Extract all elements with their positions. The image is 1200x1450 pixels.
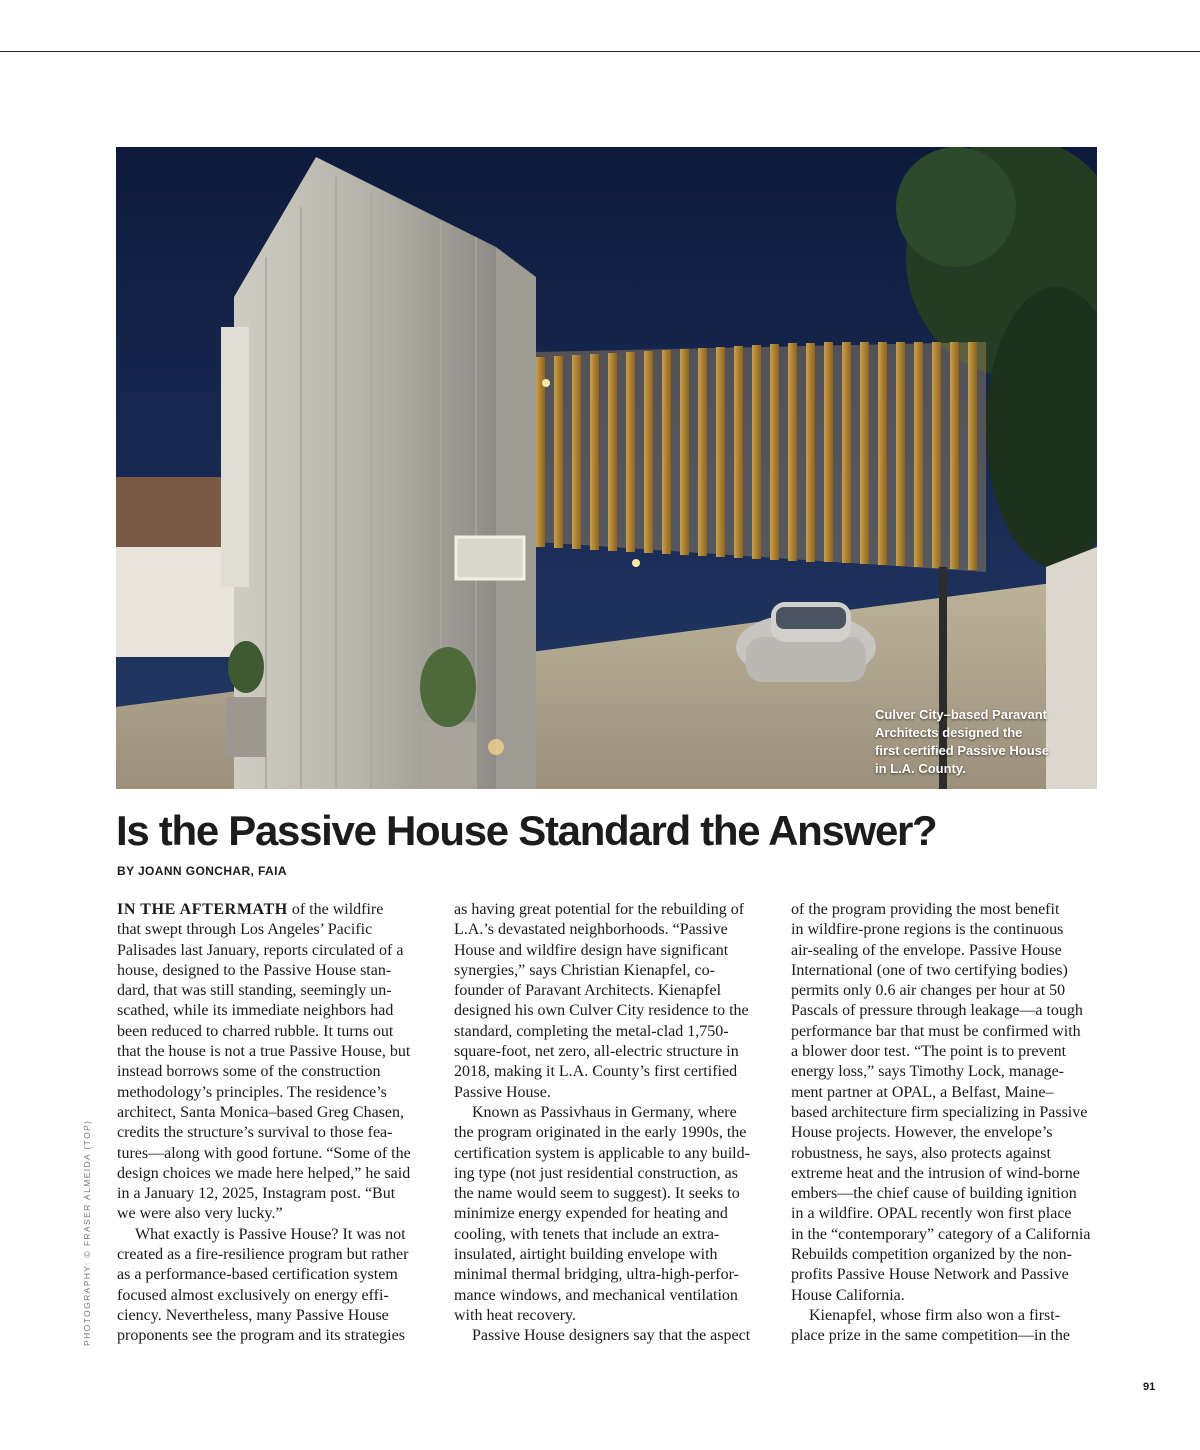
article-line: What exactly is Passive House? It was not xyxy=(135,1225,406,1243)
article-lead-in: IN THE AFTERMATH xyxy=(117,901,288,918)
article-line: instead borrows some of the construction xyxy=(117,1063,381,1081)
article-line: Known as Passivhaus in Germany, where xyxy=(472,1103,737,1121)
article-column-2 xyxy=(454,900,766,1347)
article-line xyxy=(117,900,429,920)
article-line: we were also very lucky.” xyxy=(117,1205,283,1223)
article-line: based architecture firm specializing in Passive xyxy=(791,1103,1088,1121)
article-line: minimize energy expended for heating and xyxy=(454,1205,728,1223)
article-line: designed his own Culver City residence to the xyxy=(454,1002,749,1020)
article-line: air-sealing of the envelope. Passive House xyxy=(791,941,1062,959)
article-line: a blower door test. “The point is to prevent xyxy=(791,1043,1067,1061)
article-line: Pascals of pressure through leakage—a tough xyxy=(791,1002,1083,1020)
photo-caption xyxy=(875,706,1075,778)
article-line: as a performance-based certification system xyxy=(117,1266,398,1284)
article-line: tures—along with good fortune. “Some of the xyxy=(117,1144,411,1162)
article-line: House projects. However, the envelope’s xyxy=(791,1124,1053,1142)
article-line: that swept through Los Angeles’ Pacific xyxy=(117,921,373,939)
article-line: 2018, making it L.A. County’s first certified xyxy=(454,1063,738,1081)
article-line: in a January 12, 2025, Instagram post. “But xyxy=(117,1185,396,1203)
article-line: that the house is not a true Passive House, but xyxy=(117,1043,411,1061)
photo-caption-line: in L.A. County. xyxy=(875,761,966,776)
article-line: in wildfire-prone regions is the continuous xyxy=(791,921,1064,939)
article-line: standard, completing the metal-clad 1,750- xyxy=(454,1022,729,1040)
article-line: certification system is applicable to any build- xyxy=(454,1144,750,1162)
article-line: the program originated in the early 1990s, the xyxy=(454,1124,747,1142)
article-line: design choices we made here helped,” he said xyxy=(117,1164,411,1182)
article-line: robustness, he says, also protects against xyxy=(791,1144,1051,1162)
article-line: House and wildfire design have significant xyxy=(454,941,729,959)
photo-caption-line: Culver City–based Paravant xyxy=(875,707,1047,722)
top-rule xyxy=(0,51,1200,52)
article-line: minimal thermal bridging, ultra-high-perfor- xyxy=(454,1266,739,1284)
page-number: 91 xyxy=(1143,1381,1156,1393)
article-byline: BY JOANN GONCHAR, FAIA xyxy=(117,864,287,878)
article-line-text: of the wildfire xyxy=(287,901,384,918)
article-line: house, designed to the Passive House stan- xyxy=(117,961,392,979)
article-line: methodology’s principles. The residence’s xyxy=(117,1083,387,1101)
photo-caption-line: first certified Passive House xyxy=(875,743,1050,758)
article-line: Rebuilds competition organized by the non- xyxy=(791,1246,1072,1264)
article-line: Palisades last January, reports circulated of a xyxy=(117,941,404,959)
article-line: Passive House designers say that the aspect xyxy=(472,1327,751,1345)
article-line: founder of Paravant Architects. Kienapfel xyxy=(454,982,722,1000)
hero-photo xyxy=(116,147,1097,789)
article-line: the name would seem to suggest). It seeks to xyxy=(454,1185,740,1203)
article-line: extreme heat and the intrusion of wind-borne xyxy=(791,1164,1080,1182)
article-line: in the “contemporary” category of a California xyxy=(791,1225,1091,1243)
article-line: proponents see the program and its strategies xyxy=(117,1327,405,1345)
article-column-1 xyxy=(117,900,429,1347)
article-line: energy loss,” says Timothy Lock, manage- xyxy=(791,1063,1065,1081)
article-line: Kienapfel, whose firm also won a first- xyxy=(809,1306,1061,1324)
article-line: synergies,” says Christian Kienapfel, co- xyxy=(454,961,715,979)
photo-caption-line: Architects designed the xyxy=(875,725,1023,740)
article-headline: Is the Passive House Standard the Answer? xyxy=(116,807,937,854)
article-line: been reduced to charred rubble. It turns out xyxy=(117,1022,394,1040)
article-line: of the program providing the most benefit xyxy=(791,901,1060,918)
article-line: permits only 0.6 air changes per hour at 50 xyxy=(791,982,1066,1000)
article-line: profits Passive House Network and Passive xyxy=(791,1266,1069,1284)
article-line: created as a fire-resilience program but rather xyxy=(117,1246,409,1264)
article-line: ing type (not just residential construction, as xyxy=(454,1164,738,1182)
article-line: architect, Santa Monica–based Greg Chasen, xyxy=(117,1103,405,1121)
photo-credit: PHOTOGRAPHY: © FRASER ALMEIDA (TOP) xyxy=(82,1119,92,1346)
article-line: square-foot, net zero, all-electric structure in xyxy=(454,1043,739,1061)
article-line: insulated, airtight building envelope with xyxy=(454,1246,718,1264)
article-line: in a wildfire. OPAL recently won first place xyxy=(791,1205,1072,1223)
article-line: credits the structure’s survival to those fea- xyxy=(117,1124,393,1142)
article-line: with heat recovery. xyxy=(454,1306,577,1324)
article-line: embers—the chief cause of building ignition xyxy=(791,1185,1077,1203)
article-line: performance bar that must be confirmed with xyxy=(791,1022,1081,1040)
article-line: Passive House. xyxy=(454,1083,551,1101)
article-line: ciency. Nevertheless, many Passive House xyxy=(117,1306,389,1324)
article-line: place prize in the same competition—in the xyxy=(791,1327,1071,1345)
article-column-3 xyxy=(791,900,1103,1347)
article-line: ment partner at OPAL, a Belfast, Maine– xyxy=(791,1083,1054,1101)
article-line: House California. xyxy=(791,1286,905,1304)
article-line: focused almost exclusively on energy effi- xyxy=(117,1286,389,1304)
article-line: as having great potential for the rebuilding of xyxy=(454,901,745,918)
house-illustration xyxy=(116,147,1097,789)
article-line: mance windows, and mechanical ventilation xyxy=(454,1286,738,1304)
article-line: dard, that was still standing, seemingly un- xyxy=(117,982,392,1000)
article-line: scathed, while its immediate neighbors had xyxy=(117,1002,394,1020)
article-line: International (one of two certifying bodies) xyxy=(791,961,1068,979)
article-line: cooling, with tenets that include an extra- xyxy=(454,1225,720,1243)
article-line: L.A.’s devastated neighborhoods. “Passive xyxy=(454,921,728,939)
